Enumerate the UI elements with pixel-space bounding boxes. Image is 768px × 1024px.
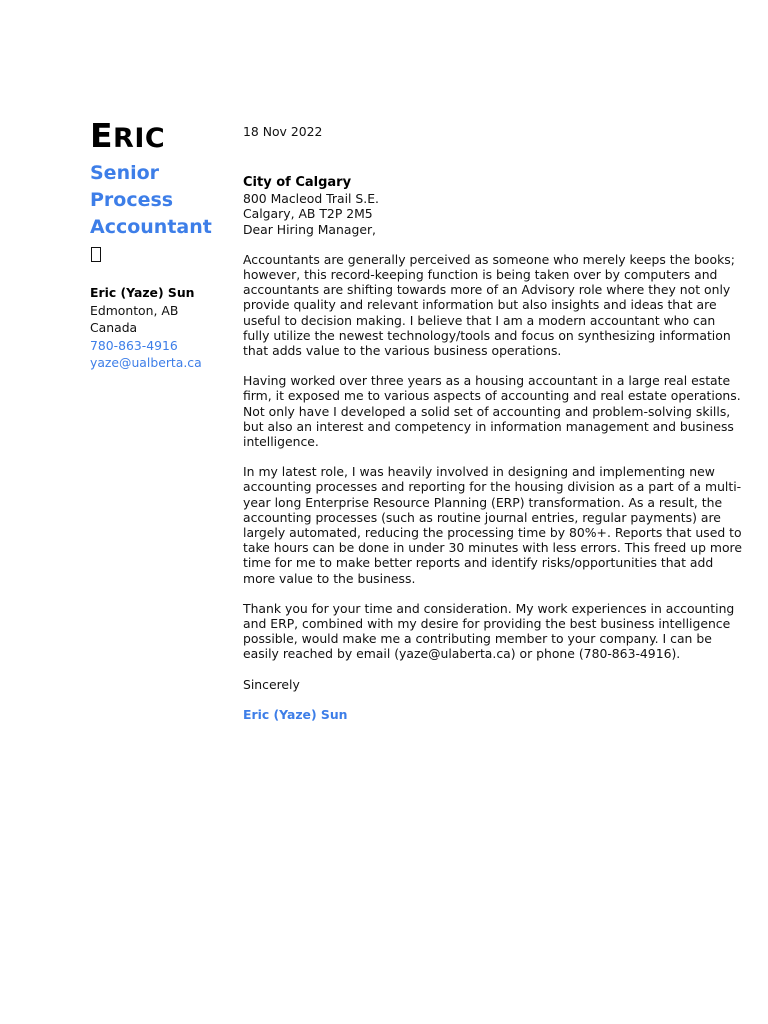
- letter-paragraph: Accountants are generally perceived as someone who merely keeps the books; however, this record-keeping function is being taken over by computers and accountants are shifting towards more of an Advisory role where they not only provide quality and relevant information but also insights and ideas that are useful to decision making. I believe that I am a modern accountant who can fully utilize the newest technology/tools and focus on synthesizing information that adds value to the various business operations.: [243, 251, 735, 359]
- missing-glyph-icon: [91, 247, 101, 262]
- job-title: [90, 160, 225, 270]
- letter-paragraph: Thank you for your time and consideration. My work experiences in accounting and ERP, combined with my desire for providing the best business intelligence possible, would make me a contributing member to your company. I can be easily reached by email (yaze@ulaberta.ca) or phone (780-863-4916).: [243, 600, 735, 662]
- first-name-initial: E: [90, 116, 114, 155]
- sidebar: [90, 118, 225, 372]
- salutation: Dear Hiring Manager,: [243, 221, 376, 237]
- contact-info: [90, 284, 225, 372]
- letter-paragraph: Having worked over three years as a housing accountant in a large real estate firm, it exposed me to various aspects of accounting and real estate operations. Not only have I developed a solid set of accounting and problem-solving skills, but also an interest and competency in information management and business intelligence.: [243, 373, 741, 450]
- job-title-line: Process: [90, 189, 174, 211]
- recipient-organization: City of Calgary: [243, 175, 352, 191]
- letter-paragraph: In my latest role, I was heavily involved in designing and implementing new accounting processes and reporting for the housing division as a part of a multi-year long Enterprise Resource Planning (ERP) transformation. As a result, the accounting processes (such as routine journal entries, regular payments) are largely automated, reducing the processing time by 80%+. Reports that used to take hours can be done in under 30 minutes with less errors. This freed up more time for me to make better reports and identify risks/opportunities that add more value to the business.: [243, 464, 742, 586]
- contact-phone-link[interactable]: 780-863-4916: [90, 337, 178, 353]
- job-title-line: Senior: [90, 162, 160, 184]
- recipient-address-line: 800 Macleod Trail S.E.: [243, 191, 379, 207]
- recipient-block: [243, 175, 743, 221]
- letter-body: [243, 124, 743, 722]
- closing: Sincerely: [243, 676, 300, 692]
- contact-country: Canada: [90, 320, 138, 335]
- contact-city: Edmonton, AB: [90, 302, 179, 318]
- job-title-line: Accountant: [90, 216, 212, 238]
- first-name-rest: RIC: [113, 123, 166, 154]
- recipient-address-line: Calgary, AB T2P 2M5: [243, 206, 373, 222]
- signature: Eric (Yaze) Sun: [243, 706, 348, 722]
- first-name-heading: [90, 118, 225, 157]
- contact-email-link[interactable]: yaze@ualberta.ca: [90, 355, 202, 370]
- contact-name: Eric (Yaze) Sun: [90, 285, 195, 300]
- letter-date: 18 Nov 2022: [243, 124, 323, 139]
